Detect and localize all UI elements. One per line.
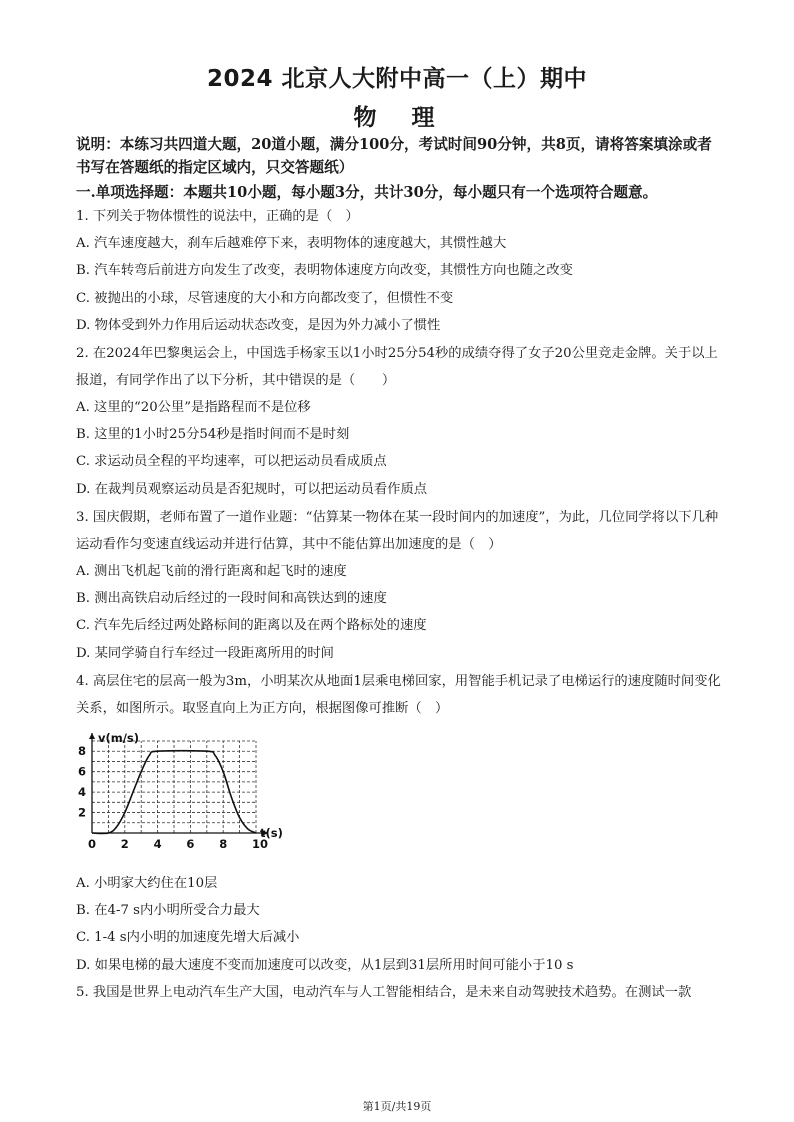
question-3-option-b: B. 测出高铁启动后经过的一段时间和高铁达到的速度 — [76, 591, 387, 606]
x-tick-label: 6 — [186, 837, 195, 851]
question-2-option-c: C. 求运动员全程的平均速率，可以把运动员看成质点 — [76, 454, 387, 469]
question-4-option-c: C. 1-4 s内小明的加速度先增大后减小 — [76, 930, 300, 945]
x-tick-label: 0 — [88, 837, 97, 851]
y-axis-label: v(m/s) — [98, 731, 140, 745]
question-2-stem: 2. 在2024年巴黎奥运会上，中国选手杨家玉以1小时25分54秒的成绩夺得了女子20公里竞走金牌。关于以上报道，有同学作出了以下分析，其中错误的是（ ） — [76, 346, 718, 388]
exam-title: 2024 北京人大附中高一（上）期中 — [206, 66, 588, 92]
question-1-option-d: D. 物体受到外力作用后运动状态改变，是因为外力减小了惯性 — [76, 318, 441, 333]
question-1-option-c: C. 被抛出的小球，尽管速度的大小和方向都改变了，但惯性不变 — [76, 291, 454, 306]
question-5-stem: 5. 我国是世界上电动汽车生产大国，电动汽车与人工智能相结合，是未来自动驾驶技术趋势。在测试一款 — [76, 985, 692, 1000]
x-tick-label: 8 — [219, 837, 228, 851]
question-2-option-a: A. 这里的“20公里”是指路程而不是位移 — [76, 400, 311, 415]
y-tick-label: 2 — [78, 805, 87, 820]
question-2-option-d: D. 在裁判员观察运动员是否犯规时，可以把运动员看作质点 — [76, 482, 428, 497]
x-tick-label: 2 — [120, 837, 129, 851]
question-3-stem: 3. 国庆假期，老师布置了一道作业题：“估算某一物体在某一段时间内的加速度”，为此，几位同学将以下几种运动看作匀变速直线运动并进行估算，其中不能估算出加速度的是（ ） — [76, 510, 719, 552]
velocity-time-chart — [74, 727, 294, 867]
question-1-stem: 1. 下列关于物体惯性的说法中，正确的是（ ） — [76, 209, 359, 224]
question-3-option-c: C. 汽车先后经过两处路标间的距离以及在两个路标处的速度 — [76, 618, 427, 633]
question-1-option-b: B. 汽车转弯后前进方向发生了改变，表明物体速度方向改变，其惯性方向也随之改变 — [76, 263, 573, 278]
instructions: 说明：本练习共四道大题，20道小题，满分100分，考试时间90分钟，共8页，请将答案填涂或者书写在答题纸的指定区域内，只交答题纸） — [76, 136, 712, 176]
question-4-option-b: B. 在4-7 s内小明所受合力最大 — [76, 903, 260, 918]
question-4-option-d: D. 如果电梯的最大速度不变而加速度可以改变，从1层到31层所用时间可能小于10 s — [76, 958, 574, 973]
x-axis-label: t(s) — [260, 826, 283, 840]
question-3-option-a: A. 测出飞机起飞前的滑行距离和起飞时的速度 — [76, 564, 347, 579]
question-3-option-d: D. 某同学骑自行车经过一段距离所用的时间 — [76, 646, 334, 661]
subject-title: 物 理 — [353, 105, 441, 131]
question-4-option-a: A. 小明家大约住在10层 — [76, 876, 218, 891]
question-4-stem: 4. 高层住宅的层高一般为3m，小明某次从地面1层乘电梯回家，用智能手机记录了电梯运行的速度随时间变化关系，如图所示。取竖直向上为正方向，根据图像可推断（ ） — [76, 674, 721, 716]
question-1-option-a: A. 汽车速度越大，刹车后越难停下来，表明物体的速度越大，其惯性越大 — [76, 236, 507, 251]
y-tick-label: 8 — [78, 744, 87, 759]
y-tick-label: 6 — [78, 764, 87, 779]
chart-grid — [92, 741, 256, 833]
question-2-option-b: B. 这里的1小时25分54秒是指时间而不是时刻 — [76, 427, 350, 442]
section-heading: 一.单项选择题：本题共10小题，每小题3分，共计30分，每小题只有一个选项符合题意。 — [76, 184, 658, 201]
page-number: 第1页/共19页 — [362, 1100, 432, 1113]
x-tick-label: 10 — [252, 837, 269, 851]
y-tick-label: 4 — [78, 785, 87, 800]
y-axis-arrow — [89, 733, 95, 739]
x-tick-label: 4 — [153, 837, 162, 851]
